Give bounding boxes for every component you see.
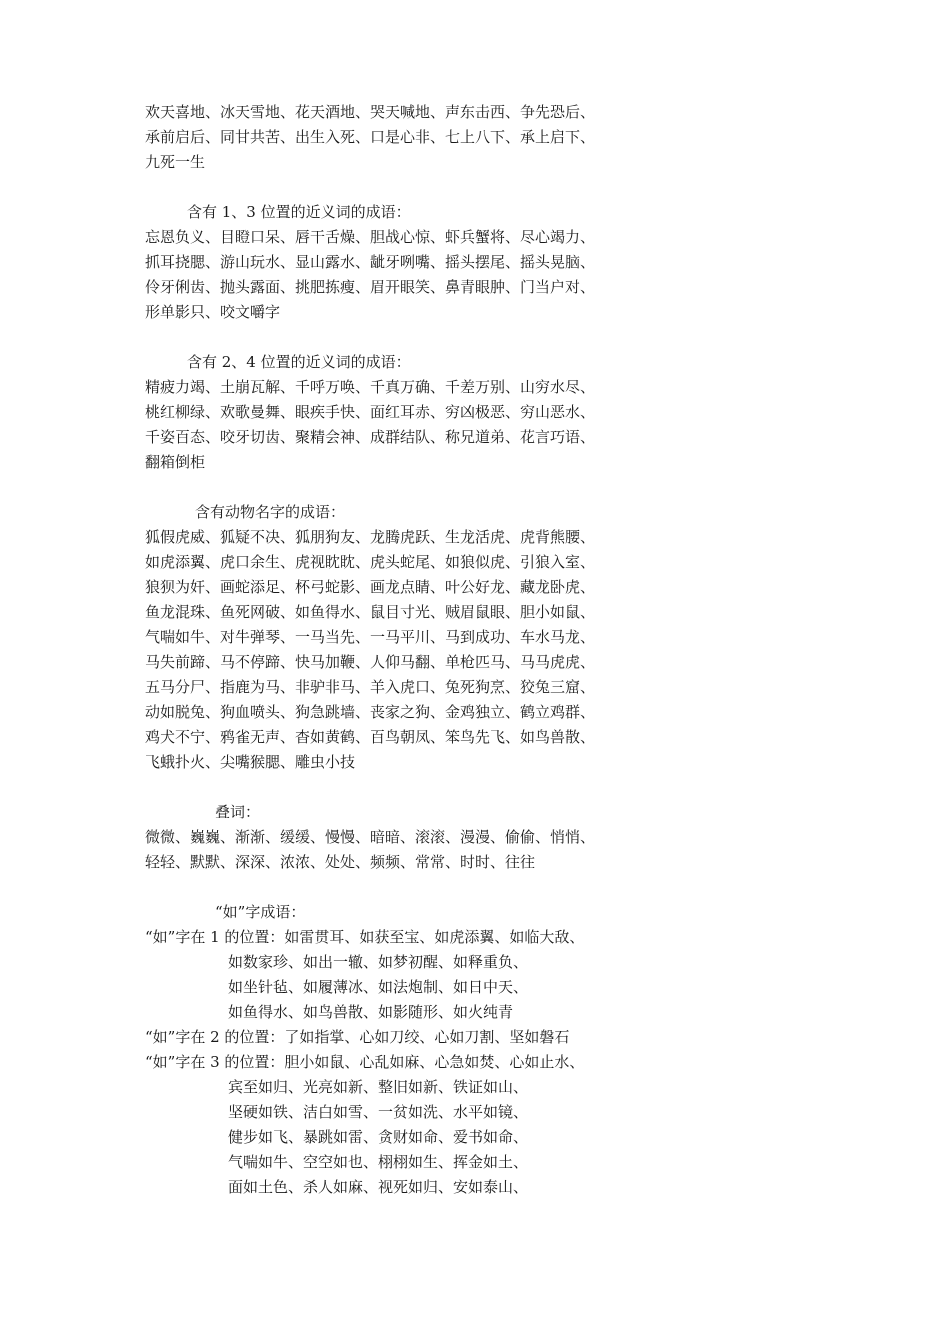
ru-position-1-row	[145, 925, 665, 950]
text-line: 忘恩负义、目瞪口呆、唇干舌燥、胆战心惊、虾兵蟹将、尽心竭力、	[145, 228, 596, 246]
ru-position-3-row	[145, 1050, 665, 1075]
ru-idiom-list: 了如指掌、心如刀绞、心如刀割、坚如磐石	[284, 1028, 570, 1046]
text-line: 伶牙俐齿、抛头露面、挑肥拣瘦、眉开眼笑、鼻青眼肿、门当户对、	[145, 278, 596, 296]
synonym-24-section	[145, 350, 665, 475]
text-line: 桃红柳绿、欢歌曼舞、眼疾手快、面红耳赤、穷凶极恶、穷山恶水、	[145, 403, 596, 421]
spacer	[145, 775, 665, 800]
text-line: 狼狈为奸、画蛇添足、杯弓蛇影、画龙点睛、叶公好龙、藏龙卧虎、	[145, 578, 596, 596]
text-line: 鱼龙混珠、鱼死网破、如鱼得水、鼠目寸光、贼眉鼠眼、胆小如鼠、	[145, 603, 596, 621]
text-line: 鸡犬不宁、鸦雀无声、杳如黄鹤、百鸟朝凤、笨鸟先飞、如鸟兽散、	[145, 728, 596, 746]
text-line: 承前启后、同甘共苦、出生入死、口是心非、七上八下、承上启下、	[145, 128, 596, 146]
ru-position-label: “如”字在 2 的位置：	[145, 1028, 285, 1046]
spacer	[145, 325, 665, 350]
text-line: 九死一生	[145, 153, 206, 171]
text-line: 形单影只、咬文嚼字	[145, 303, 281, 321]
text-line: 狐假虎威、狐疑不决、狐朋狗友、龙腾虎跃、生龙活虎、虎背熊腰、	[145, 528, 596, 546]
text-line: 微微、巍巍、渐渐、缓缓、慢慢、暗暗、滚滚、漫漫、偷偷、悄悄、	[145, 828, 596, 846]
text-line: 动如脱兔、狗血喷头、狗急跳墙、丧家之狗、金鸡独立、鹤立鸡群、	[145, 703, 596, 721]
text-line: 如虎添翼、虎口余生、虎视眈眈、虎头蛇尾、如狼似虎、引狼入室、	[145, 553, 596, 571]
section-heading: 含有动物名字的成语：	[195, 503, 346, 521]
text-line: 千姿百态、咬牙切齿、聚精会神、成群结队、称兄道弟、花言巧语、	[145, 428, 596, 446]
document-page	[145, 100, 665, 1200]
spacer	[145, 475, 665, 500]
section-heading: “如”字成语：	[215, 903, 306, 921]
text-line: 轻轻、默默、深深、浓浓、处处、频频、常常、时时、往往	[145, 853, 536, 871]
section-heading: 叠词：	[215, 803, 261, 821]
text-line: 如数家珍、如出一辙、如梦初醒、如释重负、	[228, 953, 529, 971]
ru-idiom-section	[145, 900, 665, 1200]
intro-section	[145, 100, 665, 175]
text-line: 气喘如牛、对牛弹琴、一马当先、一马平川、马到成功、车水马龙、	[145, 628, 596, 646]
text-line: 欢天喜地、冰天雪地、花天酒地、哭天喊地、声东击西、争先恐后、	[145, 103, 596, 121]
text-line: 如坐针毡、如履薄冰、如法炮制、如日中天、	[228, 978, 529, 996]
text-line: 精疲力竭、土崩瓦解、千呼万唤、千真万确、千差万别、山穷水尽、	[145, 378, 596, 396]
ru-idiom-list: 胆小如鼠、心乱如麻、心急如焚、心如止水、	[284, 1053, 585, 1071]
ru-position-2-row	[145, 1025, 665, 1050]
text-line: 宾至如归、光亮如新、整旧如新、铁证如山、	[228, 1078, 529, 1096]
text-line: 面如土色、杀人如麻、视死如归、安如泰山、	[228, 1178, 529, 1196]
section-heading: 含有 1、3 位置的近义词的成语：	[187, 203, 411, 221]
ru-position-label: “如”字在 3 的位置：	[145, 1053, 285, 1071]
text-line: 抓耳挠腮、游山玩水、显山露水、龇牙咧嘴、摇头摆尾、摇头晃脑、	[145, 253, 596, 271]
section-heading: 含有 2、4 位置的近义词的成语：	[187, 353, 411, 371]
text-line: 马失前蹄、马不停蹄、快马加鞭、人仰马翻、单枪匹马、马马虎虎、	[145, 653, 596, 671]
text-line: 五马分尸、指鹿为马、非驴非马、羊入虎口、兔死狗烹、狡兔三窟、	[145, 678, 596, 696]
reduplicated-word-section	[145, 800, 665, 875]
text-line: 如鱼得水、如鸟兽散、如影随形、如火纯青	[228, 1003, 514, 1021]
animal-idiom-section	[145, 500, 665, 775]
text-line: 飞蛾扑火、尖嘴猴腮、雕虫小技	[145, 753, 356, 771]
synonym-13-section	[145, 200, 665, 325]
text-line: 坚硬如铁、洁白如雪、一贫如洗、水平如镜、	[228, 1103, 529, 1121]
text-line: 气喘如牛、空空如也、栩栩如生、挥金如土、	[228, 1153, 529, 1171]
spacer	[145, 875, 665, 900]
ru-position-label: “如”字在 1 的位置：	[145, 928, 285, 946]
spacer	[145, 175, 665, 200]
ru-idiom-list: 如雷贯耳、如获至宝、如虎添翼、如临大敌、	[284, 928, 585, 946]
text-line: 健步如飞、暴跳如雷、贪财如命、爱书如命、	[228, 1128, 529, 1146]
text-line: 翻箱倒柜	[145, 453, 206, 471]
